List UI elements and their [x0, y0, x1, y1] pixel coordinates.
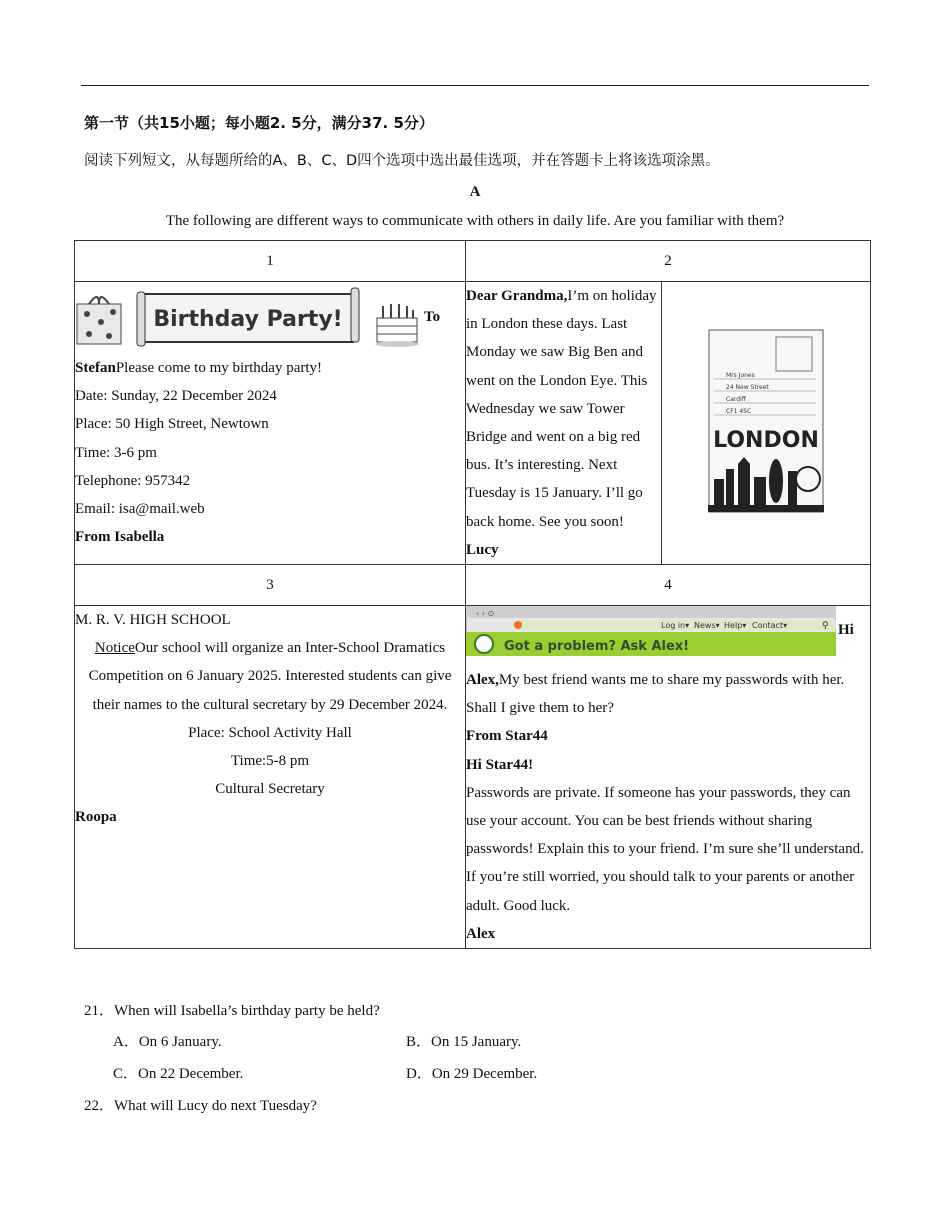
forum-banner-image — [466, 606, 836, 656]
q22-stem: 22．What will Lucy do next Tuesday? — [84, 1098, 317, 1114]
gift-box-icon — [77, 297, 121, 344]
forum-reply: Passwords are private. If someone has your passwords, they can use your account. You can be best friends without sharing passwords! Explain this to your friend. I’m sure she’ll understand. If you’re still worried, you should talk to your parents or another adult. Good luck. — [466, 784, 864, 914]
invitation-email: Email: isa@mail.web — [75, 501, 205, 518]
q21-option-a: A．On 6 January. — [113, 1034, 222, 1050]
passage-table — [74, 240, 871, 949]
card-line-1: Mrs Jones — [726, 371, 755, 379]
q21-stem: 21．When will Isabella’s birthday party be held? — [84, 1003, 380, 1019]
nav-login: Log in▾ — [661, 621, 690, 631]
notice-text: Our school will organize an Inter-School Dramatics Competition on 6 January 2025. Interested students can give their names to the cultural secretary by 29 December 2024. — [88, 640, 452, 713]
notice-sign: Roopa — [75, 809, 117, 826]
invitation-date: Date: Sunday, 22 December 2024 — [75, 388, 277, 405]
forum-question — [466, 666, 870, 722]
forum-cell — [466, 606, 871, 949]
passage-intro: The following are different ways to communicate with others in daily life. Are you familiar with them? — [165, 213, 785, 229]
notice-cell — [75, 606, 466, 949]
postcard-image-cell — [662, 282, 871, 565]
card-line-4: CF1 4SC — [726, 407, 752, 415]
birthday-cake-icon — [375, 304, 419, 347]
top-rule — [81, 85, 869, 86]
header-cell-4: 4 — [466, 565, 871, 606]
postcard-body — [466, 282, 661, 536]
header-cell-1: 1 — [75, 241, 466, 282]
invitation-from: From Isabella — [75, 529, 165, 546]
alex-label: Alex, — [466, 672, 499, 689]
party-banner-scroll — [137, 288, 359, 346]
hi-label: Hi — [838, 622, 854, 639]
section-title: 第一节（共15小题；每小题2. 5分，满分37. 5分） — [84, 114, 434, 132]
nav-news: News▾ — [694, 621, 720, 631]
forum-from: From Star44 — [466, 728, 548, 745]
invitation-body — [75, 354, 465, 382]
birthday-banner-image — [75, 282, 420, 352]
postcard-sign: Lucy — [466, 541, 499, 558]
invitation-cell — [75, 282, 466, 565]
to-name: Stefan — [75, 360, 116, 376]
invitation-text: Please come to my birthday party! — [115, 360, 323, 376]
passage-letter: A — [469, 184, 481, 200]
notice-place: Place: School Activity Hall — [188, 724, 352, 741]
card-line-2: 24 New Street — [726, 383, 769, 391]
notice-body — [75, 634, 465, 719]
browser-nav-icon: ‹ › ⊙ — [476, 609, 495, 619]
to-label: To — [424, 308, 441, 325]
forum-dot-icon — [514, 621, 522, 629]
forum-sign: Alex — [466, 925, 496, 942]
postcard-text-cell — [466, 282, 662, 565]
postcard-greeting: Dear Grandma, — [466, 288, 568, 304]
forum-question-text: My best friend wants me to share my passwords with her. Shall I give them to her? — [466, 672, 845, 717]
invitation-place: Place: 50 High Street, Newtown — [75, 416, 269, 433]
postcard-text: I’m on holiday in London these days. Last Monday we saw Big Ben and went on the London Eye. This Wednesday we saw Tower Bridge and went on a big red bus. It’s interesting. Next Tuesday is 15 January. I’ll go back home. See you soon! — [466, 288, 657, 530]
q21-option-c: C．On 22 December. — [113, 1066, 244, 1082]
notice-label: Notice — [94, 640, 135, 657]
card-title: LONDON — [713, 427, 819, 453]
nav-help: Help▾ — [724, 621, 747, 631]
notice-time: Time:5-8 pm — [230, 753, 310, 770]
london-postcard-image — [708, 329, 824, 513]
header-cell-3: 3 — [75, 565, 466, 606]
nav-contact: Contact▾ — [752, 621, 788, 631]
notice-title: Cultural Secretary — [215, 781, 325, 798]
q21-option-b: B．On 15 January. — [406, 1034, 522, 1050]
invitation-time: Time: 3-6 pm — [75, 444, 157, 461]
forum-banner-row — [466, 606, 870, 666]
globe-icon — [475, 635, 493, 653]
forum-reply-greeting: Hi Star44! — [466, 756, 534, 773]
instruction: 阅读下列短文，从每题所给的A、B、C、D四个选项中选出最佳选项，并在答题卡上将该选项涂黑。 — [84, 153, 720, 169]
invitation-banner-row — [75, 282, 465, 352]
q21-option-d: D．On 29 December. — [406, 1066, 538, 1082]
header-cell-2: 2 — [466, 241, 871, 282]
forum-banner-text: Got a problem? Ask Alex! — [504, 639, 690, 655]
card-line-3: Cardiff — [726, 395, 746, 403]
invitation-telephone: Telephone: 957342 — [75, 472, 191, 489]
party-banner-text: Birthday Party! — [153, 307, 343, 332]
search-icon: ⚲ — [822, 621, 829, 632]
notice-school: M. R. V. HIGH SCHOOL — [75, 612, 231, 629]
